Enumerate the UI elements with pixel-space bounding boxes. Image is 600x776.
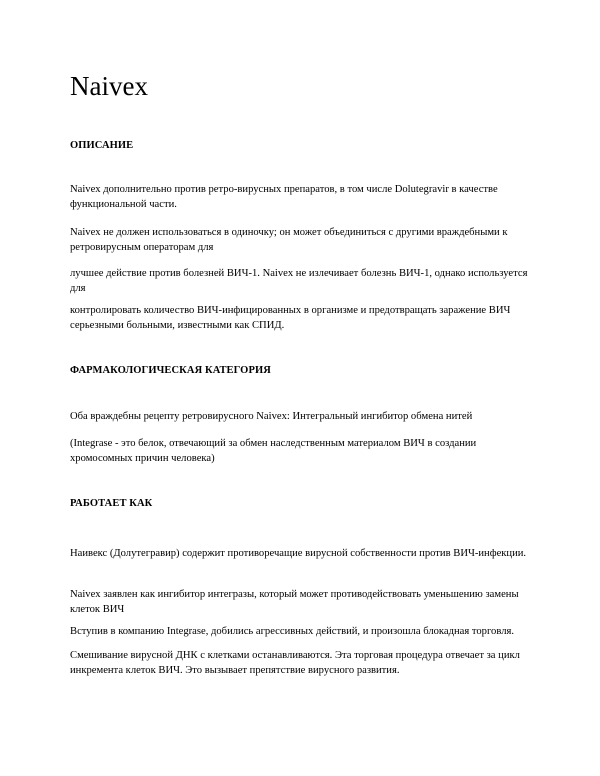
section-heading-pharmacological-category: ФАРМАКОЛОГИЧЕСКАЯ КАТЕГОРИЯ	[70, 365, 271, 376]
section-heading-description: ОПИСАНИЕ	[70, 140, 134, 151]
paragraph: лучшее действие против болезней ВИЧ-1. Naivex не излечивает болезнь ВИЧ-1, однако используется для	[70, 268, 528, 295]
document-title: Naivex	[70, 71, 148, 101]
paragraph: Naivex не должен использоваться в одиночку; он может объединиться с другими враждебными к ретровирусным операторам для	[70, 227, 508, 254]
paragraph: Оба враждебны рецепту ретровирусного Naivex: Интегральный ингибитор обмена нитей	[70, 411, 473, 422]
section-heading-works-as: РАБОТАЕТ КАК	[70, 498, 153, 509]
paragraph: (Integrase - это белок, отвечающий за обмен наследственным материалом ВИЧ в создании хромосомных причин человека)	[70, 438, 477, 465]
paragraph: Смешивание вирусной ДНК с клетками останавливаются. Эта торговая процедура отвечает за цикл инкремента клеток ВИЧ. Это вызывает препятствие вирусного развития.	[70, 650, 520, 677]
paragraph: Наивекс (Долутегравир) содержит противоречащие вирусной собственности против ВИЧ-инфекции.	[70, 548, 527, 559]
paragraph: контролировать количество ВИЧ-инфицированных в организме и предотвращать заражение ВИЧ серьезными больными, известными как СПИД.	[70, 305, 511, 332]
paragraph: Вступив в компанию Integrase, добились агрессивных действий, и произошла блокадная торговля.	[70, 626, 515, 637]
paragraph: Naivex заявлен как ингибитор интегразы, который может противодействовать уменьшению замены клеток ВИЧ	[70, 589, 519, 616]
paragraph: Naivex дополнительно против ретро-вирусных препаратов, в том числе Dolutegravir в качестве функциональной части.	[70, 184, 498, 211]
